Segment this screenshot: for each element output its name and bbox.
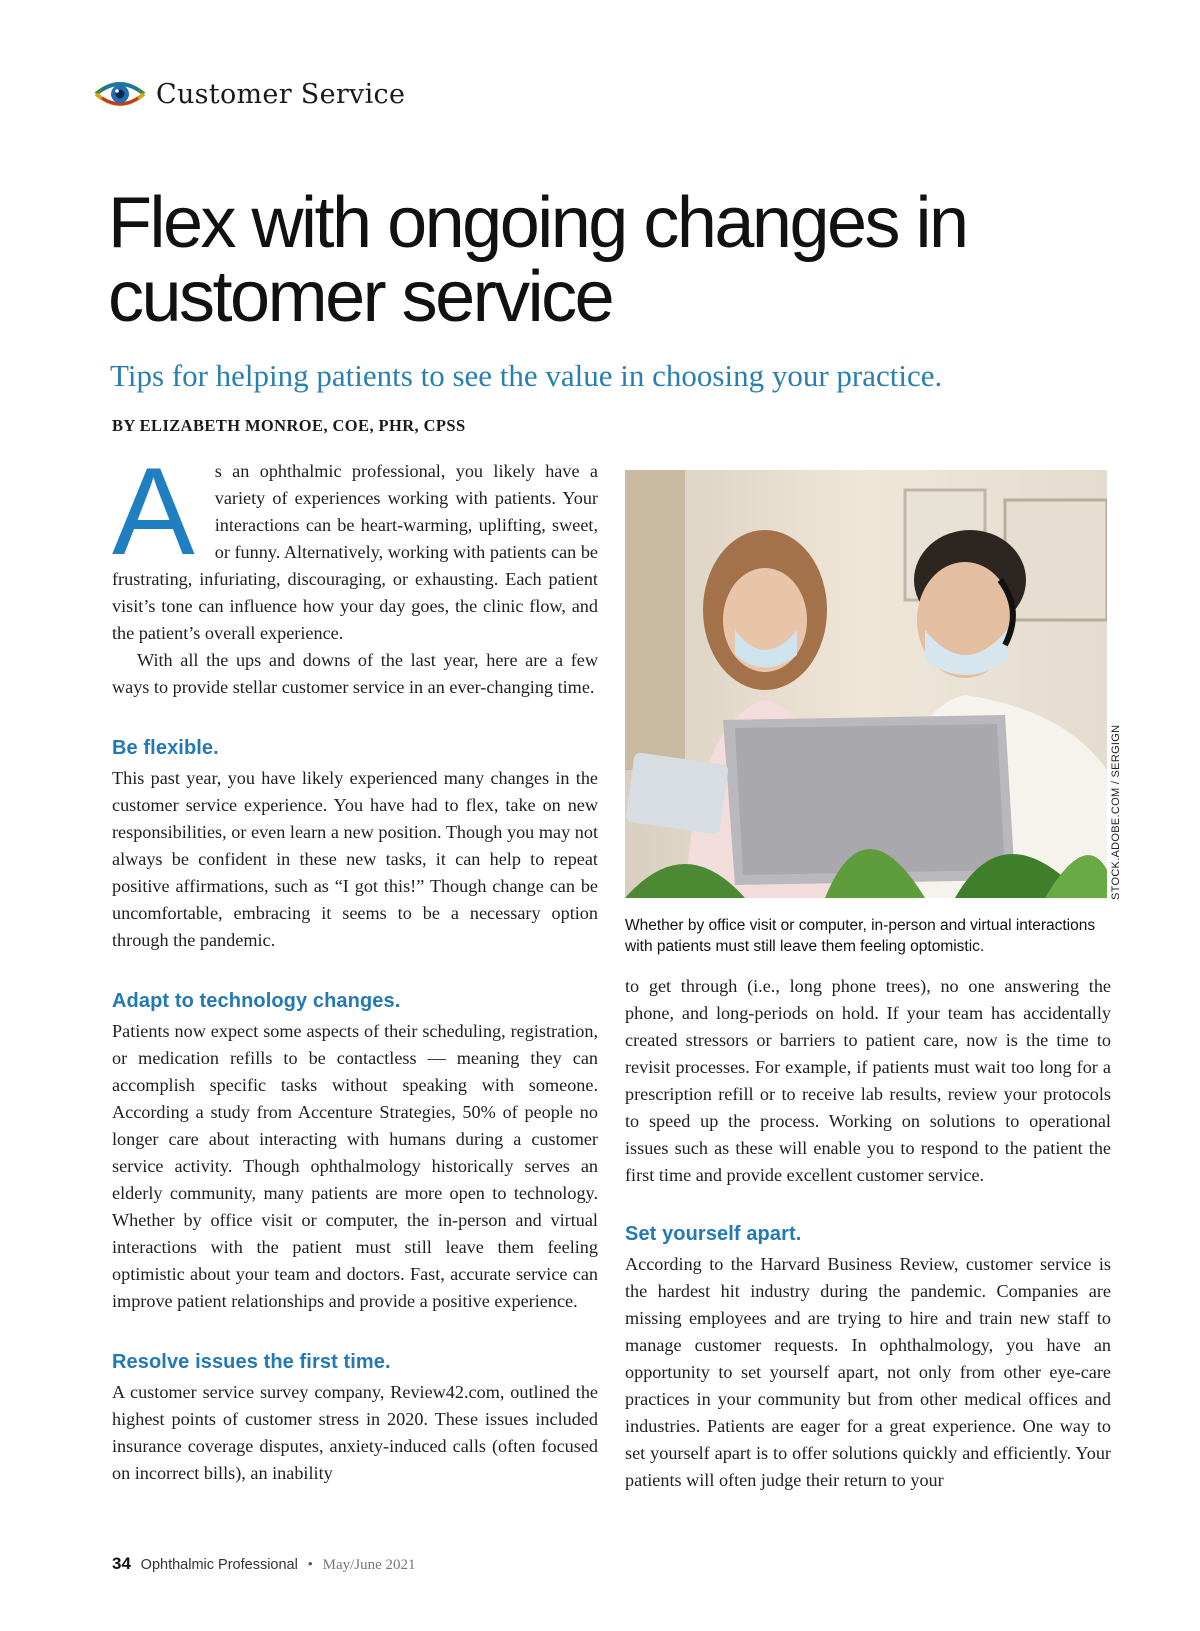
section-heading-technology: Adapt to technology changes. bbox=[112, 990, 401, 1012]
footer-separator: • bbox=[307, 1557, 313, 1573]
section-body-resolve: A customer service survey company, Review42.com, outlined the highest points of customer stress in 2020. These issues included insurance coverage disputes, anxiety-induced calls (often focused on incorrect bills), an inability bbox=[112, 1382, 598, 1483]
article-subtitle: Tips for helping patients to see the value in choosing your practice. bbox=[110, 358, 943, 393]
drop-cap: A bbox=[112, 443, 195, 581]
right-column bbox=[625, 973, 1111, 1494]
left-column bbox=[112, 443, 598, 1487]
intro-paragraph-2: With all the ups and downs of the last year, here are a few ways to provide stellar customer service in an ever-changing time. bbox=[112, 650, 598, 697]
section-body-apart: According to the Harvard Business Review, customer service is the hardest hit industry during the pandemic. Companies are missing employees and are trying to hire and train new staff to manage customer requests. In ophthalmology, you have an opportunity to set yourself apart, not only from other eye-care practices in your community but from other medical offices and industries. Patients are eager for a great experience. One way to set yourself apart is to offer solutions quickly and efficiently. Your patients will often judge their return to your bbox=[625, 1254, 1111, 1490]
photo-caption: Whether by office visit or computer, in-person and virtual interactions with patients must still leave them feeling optomistic. bbox=[625, 917, 1096, 955]
section-heading-resolve: Resolve issues the first time. bbox=[112, 1351, 391, 1373]
intro-paragraph bbox=[112, 443, 598, 647]
article-title: Flex with ongoing changes in customer service bbox=[108, 183, 967, 337]
continued-text: to get through (i.e., long phone trees), no one answering the phone, and long-periods on hold. If your team has accidentally created stressors or barriers to patient care, now is the time to revisit processes. For example, if patients must wait too long for a prescription refill or to receive lab results, review your protocols to speed up the process. Working on solutions to operational issues such as these will enable you to respond to the patient the first time and provide excellent customer service. bbox=[625, 976, 1111, 1185]
section-name: Customer Service bbox=[156, 78, 406, 110]
issue-date: May/June 2021 bbox=[322, 1557, 416, 1573]
article-photo bbox=[625, 470, 1107, 898]
page-footer bbox=[112, 1554, 416, 1574]
publication-name: Ophthalmic Professional bbox=[140, 1557, 298, 1573]
section-body-technology: Patients now expect some aspects of their scheduling, registration, or medication refills to be contactless — meaning they can accomplish specific tasks without speaking with someone. According a study from Accenture Strategies, 50% of people no longer care about interacting with humans during a customer service activity. Though ophthalmology historically serves an elderly community, many patients are more open to technology. Whether by office visit or computer, the in-person and virtual interactions with the patient must still leave them feeling optimistic about your team and doctors. Fast, accurate service can improve patient relationships and provide a positive experience. bbox=[112, 1021, 598, 1311]
eye-logo-icon bbox=[92, 76, 148, 112]
section-header bbox=[92, 76, 405, 112]
section-heading-flexible: Be flexible. bbox=[112, 737, 219, 759]
section-heading-apart: Set yourself apart. bbox=[625, 1223, 802, 1245]
photo-illustration bbox=[625, 470, 1107, 898]
photo-credit: STOCK.ADOBE.COM / SERGIGN bbox=[1110, 724, 1122, 900]
intro-text: s an ophthalmic professional, you likely have a variety of experiences working with patients. Your interactions can be heart-warming, uplifting, sweet, or funny. Alternatively, working with patients can be frustrating, infuriating, discouraging, or exhausting. Each patient visit’s tone can influence how your day goes, the clinic flow, and the patient’s overall experience. bbox=[112, 461, 598, 643]
section-body-flexible: This past year, you have likely experienced many changes in the customer service experience. You have had to flex, take on new responsibilities, or even learn a new position. Though you may not always be confident in these new tasks, it can help to repeat positive affirmations, such as “I got this!” Though change can be uncomfortable, embracing it seems to be a necessary option through the pandemic. bbox=[112, 768, 598, 950]
page-number: 34 bbox=[112, 1554, 131, 1573]
byline: BY ELIZABETH MONROE, COE, PHR, CPSS bbox=[112, 416, 466, 435]
